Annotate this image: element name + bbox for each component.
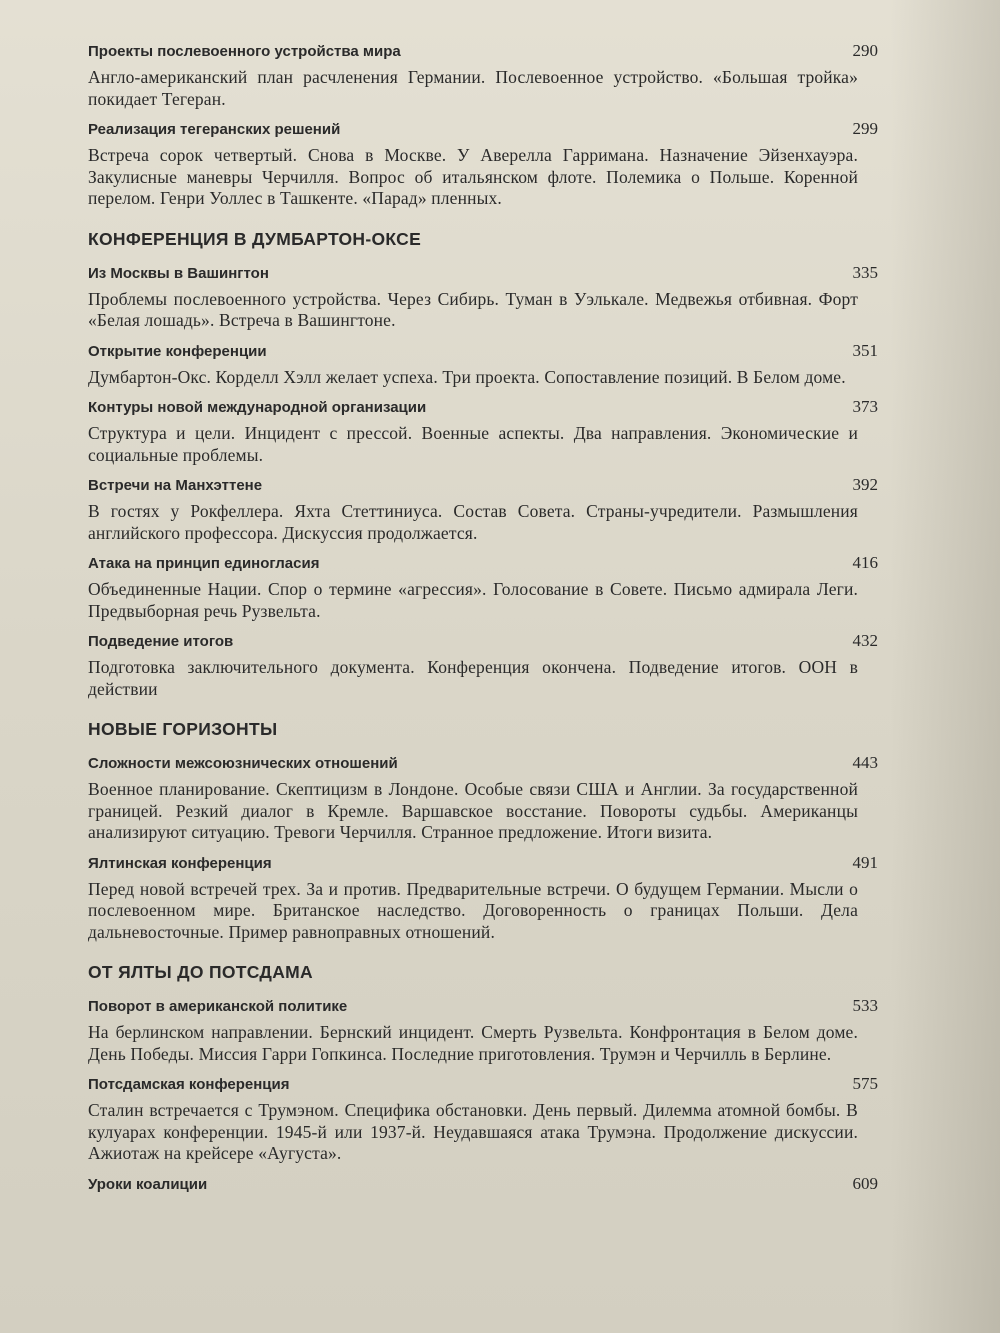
entry-header bbox=[88, 1073, 878, 1096]
section-heading: КОНФЕРЕНЦИЯ В ДУМБАРТОН-ОКСЕ bbox=[88, 228, 422, 249]
entry-header bbox=[88, 995, 878, 1018]
page-number: 373 bbox=[852, 397, 878, 416]
entry-header bbox=[88, 552, 878, 575]
entry-header bbox=[88, 262, 878, 285]
page-number: 290 bbox=[852, 41, 878, 60]
entry-header bbox=[88, 1173, 878, 1196]
entry-header bbox=[88, 752, 878, 775]
chapter-title: Контуры новой международной организации bbox=[88, 399, 427, 416]
chapter-title: Атака на принцип единогласия bbox=[88, 555, 320, 572]
toc-entry bbox=[88, 1173, 878, 1196]
entry-header bbox=[88, 40, 878, 63]
page-number: 609 bbox=[852, 1173, 878, 1193]
toc-entry bbox=[88, 752, 878, 844]
page-number: 392 bbox=[852, 475, 878, 494]
toc-entry bbox=[88, 995, 878, 1065]
page-number: 432 bbox=[852, 631, 878, 650]
entry-header bbox=[88, 630, 878, 653]
toc-entry bbox=[88, 852, 878, 944]
page-number: 491 bbox=[852, 852, 878, 872]
chapter-summary: Военное планирование. Скептицизм в Лондоне. Особые связи США и Англии. За государственной границей. Резкий диалог в Кремле. Варшавское восстание. Повороты судьбы. Американцы анализируют ситуацию. Тревоги Черчилля. Странное предложение. Итоги визита. bbox=[88, 779, 858, 842]
toc-entry bbox=[88, 396, 878, 466]
chapter-title: Потсдамская конференция bbox=[88, 1076, 290, 1093]
chapter-title: Реализация тегеранских решений bbox=[88, 121, 341, 138]
entry-header bbox=[88, 340, 878, 363]
page-number: 299 bbox=[852, 119, 878, 138]
chapter-title: Подведение итогов bbox=[88, 633, 234, 650]
section-heading: ОТ ЯЛТЫ ДО ПОТСДАМА bbox=[88, 962, 313, 982]
page-number: 335 bbox=[852, 262, 878, 282]
chapter-summary: Проблемы послевоенного устройства. Через Сибирь. Туман в Уэлькале. Медвежья отбивная. Форт «Белая лошадь». Встреча в Вашингтоне. bbox=[88, 288, 858, 330]
chapter-title: Ялтинская конференция bbox=[88, 854, 272, 872]
chapter-summary: На берлинском направлении. Бернский инцидент. Смерть Рузвельта. Конфронтация в Белом доме. День Победы. Миссия Гарри Гопкинса. Последние приготовления. Трумэн и Черчилль в Берлине. bbox=[88, 1022, 858, 1064]
page-number: 575 bbox=[852, 1074, 878, 1093]
chapter-title: Из Москвы в Вашингтон bbox=[88, 264, 269, 282]
entry-header bbox=[88, 852, 878, 875]
toc-section bbox=[88, 40, 878, 210]
toc-entry bbox=[88, 1073, 878, 1165]
chapter-title: Уроки коалиции bbox=[88, 1175, 208, 1193]
chapter-summary: Структура и цели. Инцидент с прессой. Военные аспекты. Два направления. Экономические и социальные проблемы. bbox=[88, 423, 858, 465]
chapter-summary: В гостях у Рокфеллера. Яхта Стеттиниуса. Состав Совета. Страны-учредители. Размышления английского профессора. Дискуссия продолжается. bbox=[88, 501, 858, 543]
entry-header bbox=[88, 474, 878, 497]
toc-entry bbox=[88, 262, 878, 332]
toc-entry bbox=[88, 474, 878, 544]
chapter-title: Сложности межсоюзнических отношений bbox=[88, 755, 398, 772]
chapter-title: Проекты послевоенного устройства мира bbox=[88, 43, 401, 60]
page-shadow bbox=[890, 0, 1000, 1333]
page-number: 533 bbox=[852, 996, 878, 1015]
toc-entry bbox=[88, 40, 878, 110]
toc-entry bbox=[88, 630, 878, 700]
chapter-summary: Сталин встречается с Трумэном. Специфика обстановки. День первый. Дилемма атомной бомбы. В кулуарах конференции. 1945-й или 1937-й. Неудавшаяся атака Трумэна. Продолжение дискуссии. Ажиотаж на крейсере «Аугуста». bbox=[88, 1100, 858, 1163]
entry-header bbox=[88, 396, 878, 419]
chapter-title: Встречи на Манхэттене bbox=[88, 477, 263, 494]
section-heading: НОВЫЕ ГОРИЗОНТЫ bbox=[88, 719, 278, 739]
toc-section bbox=[88, 961, 878, 1196]
chapter-title: Поворот в американской политике bbox=[88, 998, 348, 1015]
chapter-summary: Англо-американский план расчленения Германии. Послевоенное устройство. «Большая тройка» покидает Тегеран. bbox=[88, 67, 858, 109]
page-number: 416 bbox=[852, 553, 878, 572]
chapter-summary: Подготовка заключительного документа. Конференция окончена. Подведение итогов. ООН в действии bbox=[88, 657, 858, 699]
table-of-contents bbox=[88, 40, 878, 1204]
chapter-title: Открытие конференции bbox=[88, 342, 267, 360]
chapter-summary: Объединенные Нации. Спор о термине «агрессия». Голосование в Совете. Письмо адмирала Леги. Предвыборная речь Рузвельта. bbox=[88, 579, 858, 621]
toc-section bbox=[88, 718, 878, 943]
toc-entry bbox=[88, 118, 878, 210]
toc-section bbox=[88, 228, 878, 701]
chapter-summary: Встреча сорок четвертый. Снова в Москве. У Аверелла Гарримана. Назначение Эйзенхауэра. Закулисные маневры Черчилля. Вопрос об итальянском флоте. Полемика о Польше. Коренной перелом. Генри Уоллес в Ташкенте. «Парад» пленных. bbox=[88, 145, 858, 208]
chapter-summary: Думбартон-Окс. Корделл Хэлл желает успеха. Три проекта. Сопоставление позиций. В Белом доме. bbox=[88, 366, 846, 387]
entry-header bbox=[88, 118, 878, 141]
page-number: 351 bbox=[852, 340, 878, 360]
page-number: 443 bbox=[852, 753, 878, 772]
chapter-summary: Перед новой встречей трех. За и против. Предварительные встречи. О будущем Германии. Мысли о послевоенном мире. Британское наследство. Договоренность о границах Польши. Дела дальневосточные. Пример равноправных отношений. bbox=[88, 878, 858, 942]
toc-entry bbox=[88, 552, 878, 622]
toc-entry bbox=[88, 340, 878, 389]
